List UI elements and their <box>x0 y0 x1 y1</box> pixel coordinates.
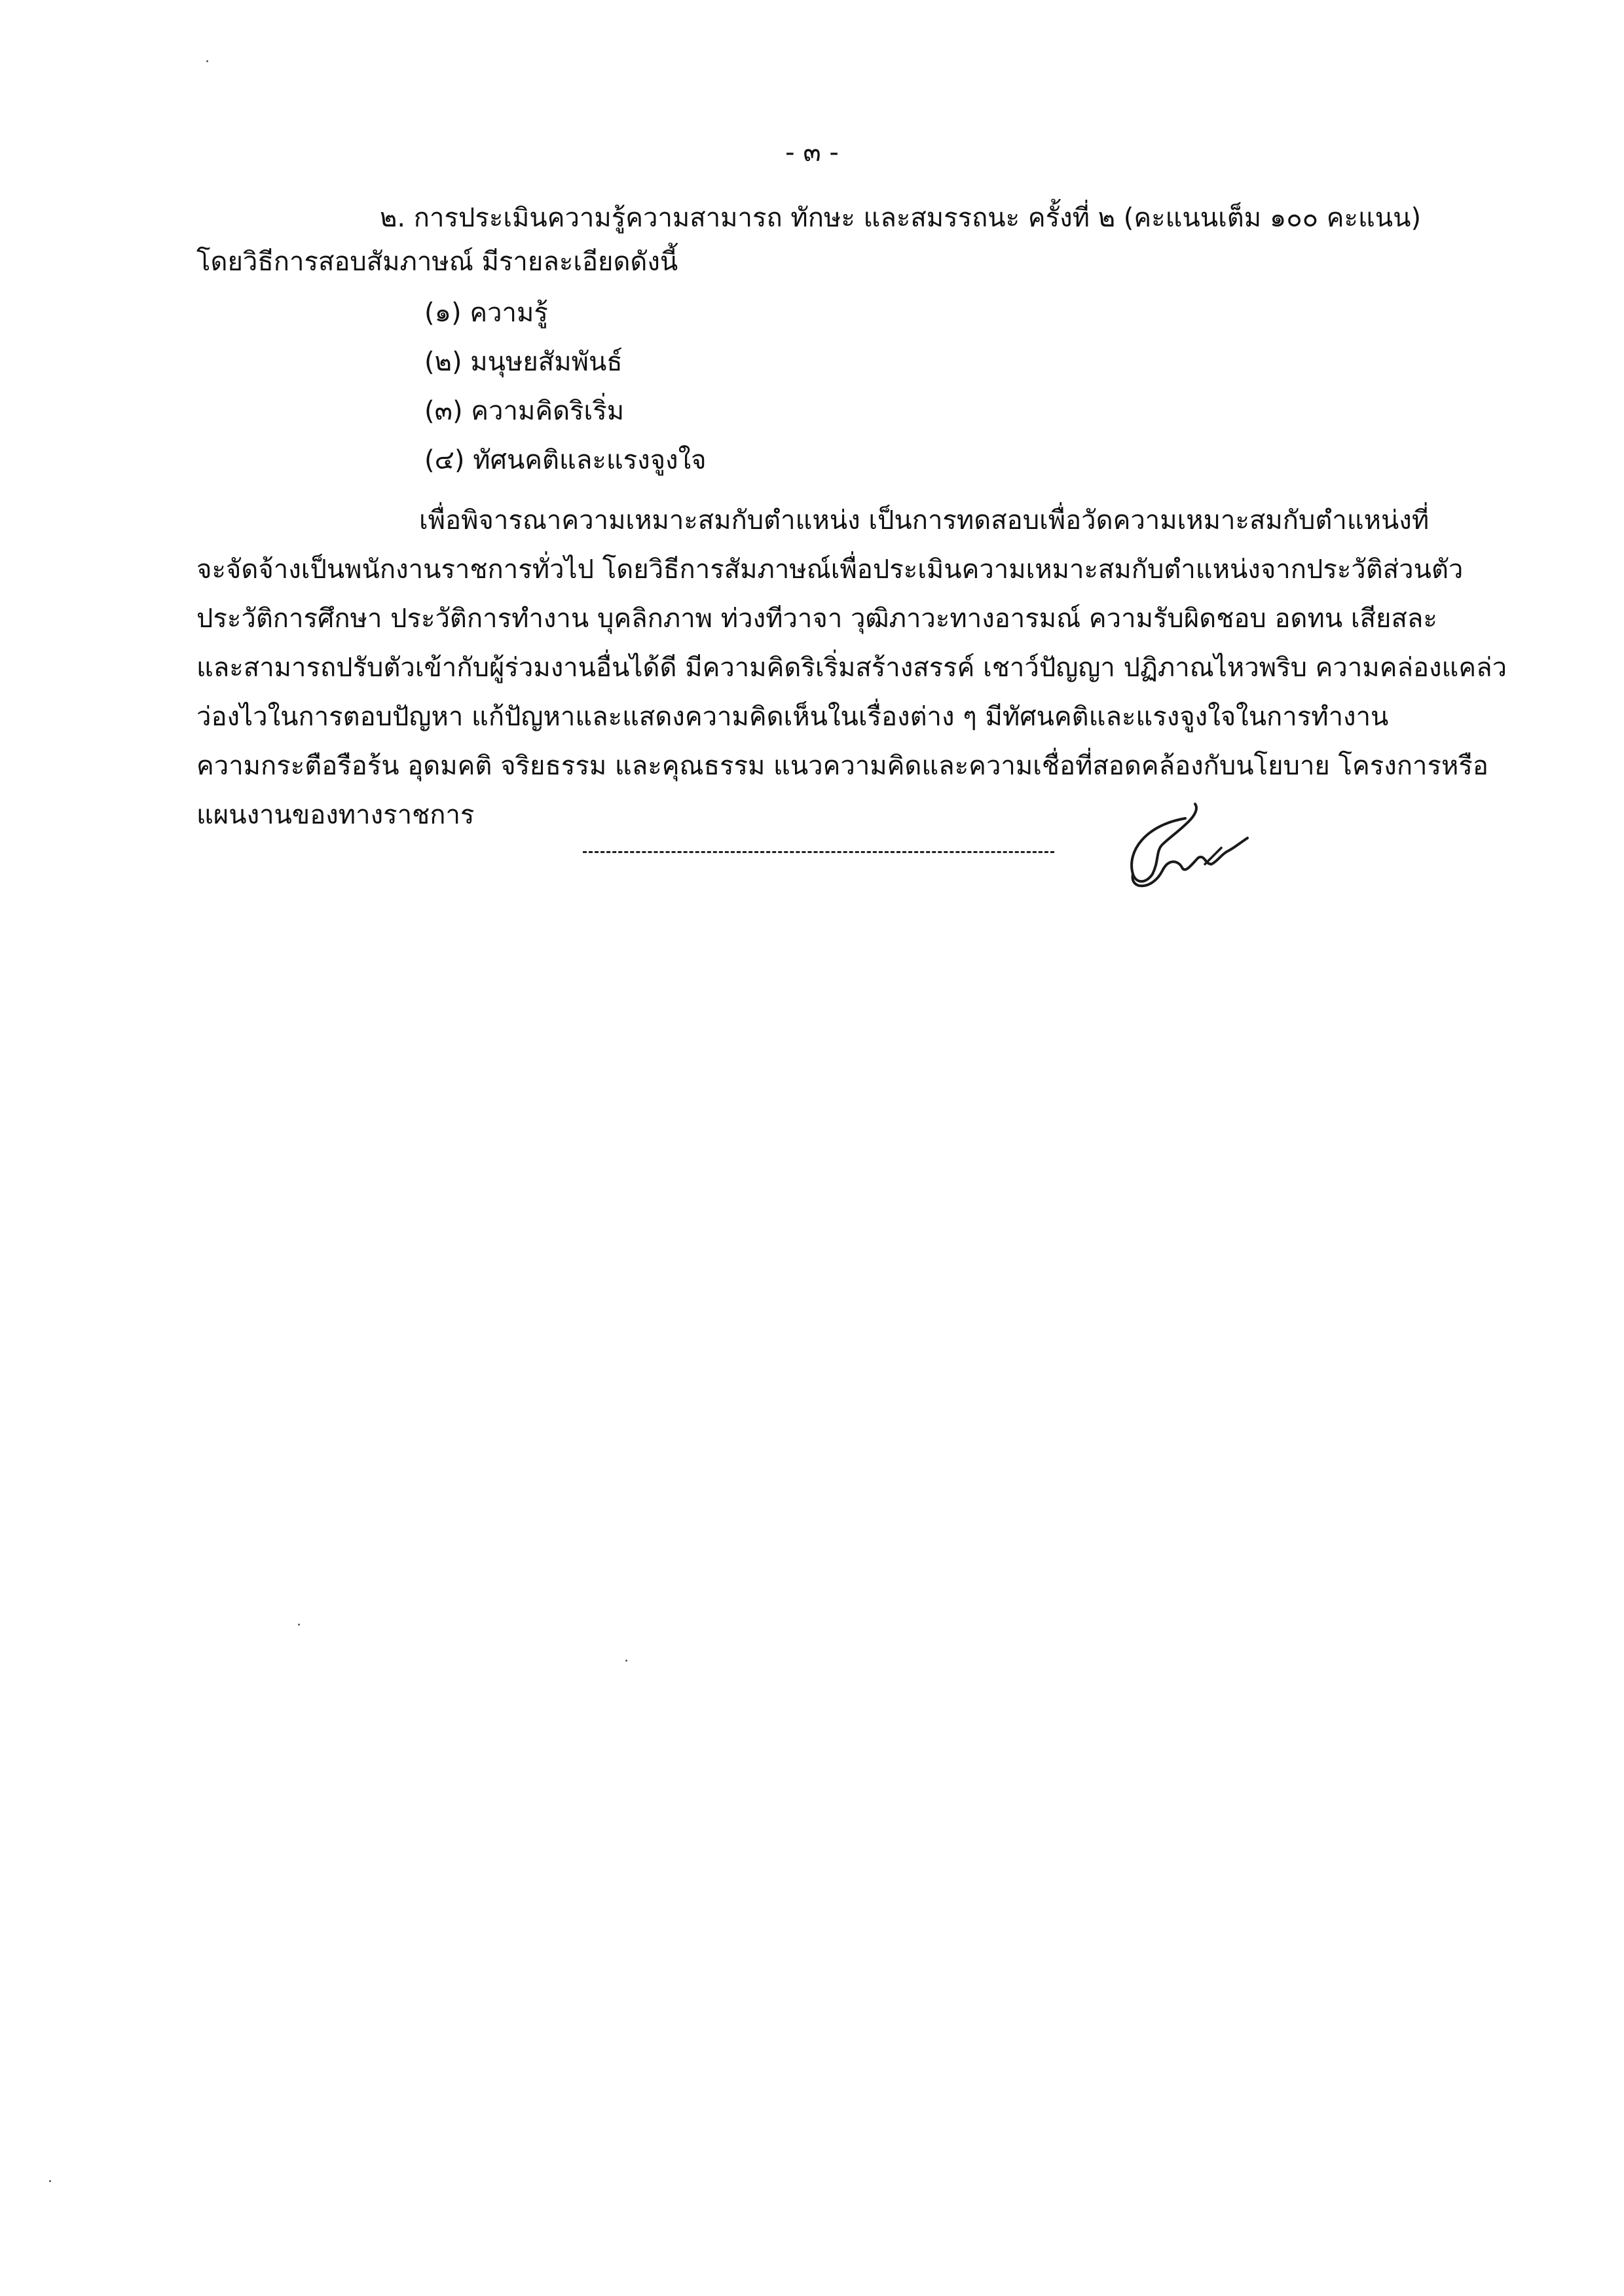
end-of-section-rule <box>583 851 1054 853</box>
paragraph-line: และสามารถปรับตัวเข้ากับผู้ร่วมงานอื่นได้ดี มีความคิดริเริ่มสร้างสรรค์ เชาว์ปัญญา ปฏิภาณไหวพริบ ความคล่องแคล่ว <box>196 653 1507 683</box>
handwritten-signature <box>1107 792 1270 897</box>
scan-speck <box>625 1660 627 1662</box>
scan-speck <box>206 60 208 62</box>
section-heading-continuation: โดยวิธีการสอบสัมภาษณ์ มีรายละเอียดดังนี้ <box>196 247 678 277</box>
criteria-item: (๑) ความรู้ <box>424 298 548 328</box>
section-heading: ๒. การประเมินความรู้ความสามารถ ทักษะ และสมรรถนะ ครั้งที่ ๒ (คะแนนเต็ม ๑๐๐ คะแนน) <box>380 203 1422 233</box>
paragraph-line: ความกระตือรือร้น อุดมคติ จริยธรรม และคุณธรรม แนวความคิดและความเชื่อที่สอดคล้องกับนโยบาย โครงการหรือ <box>196 751 1488 781</box>
criteria-item: (๒) มนุษยสัมพันธ์ <box>424 347 623 377</box>
scan-speck <box>49 2180 51 2182</box>
paragraph-line: ว่องไวในการตอบปัญหา แก้ปัญหาและแสดงความคิดเห็นในเรื่องต่าง ๆ มีทัศนคติและแรงจูงใจในการทำงาน <box>196 702 1389 732</box>
page-number: - ๓ - <box>785 137 839 168</box>
criteria-item: (๔) ทัศนคติและแรงจูงใจ <box>424 445 707 475</box>
paragraph-line: ประวัติการศึกษา ประวัติการทำงาน บุคลิกภาพ ท่วงทีวาจา วุฒิภาวะทางอารมณ์ ความรับผิดชอบ อดทน เสียสละ <box>196 604 1437 634</box>
body-paragraph <box>196 496 1507 840</box>
scan-speck <box>298 1624 300 1626</box>
paragraph-line: เพื่อพิจารณาความเหมาะสมกับตำแหน่ง เป็นการทดสอบเพื่อวัดความเหมาะสมกับตำแหน่งที่ <box>419 505 1430 536</box>
criteria-item: (๓) ความคิดริเริ่ม <box>424 396 625 426</box>
paragraph-line: จะจัดจ้างเป็นพนักงานราชการทั่วไป โดยวิธีการสัมภาษณ์เพื่อประเมินความเหมาะสมกับตำแหน่งจากประวัติส่วนตัว <box>196 555 1464 585</box>
paragraph-line: แผนงานของทางราชการ <box>196 800 475 830</box>
